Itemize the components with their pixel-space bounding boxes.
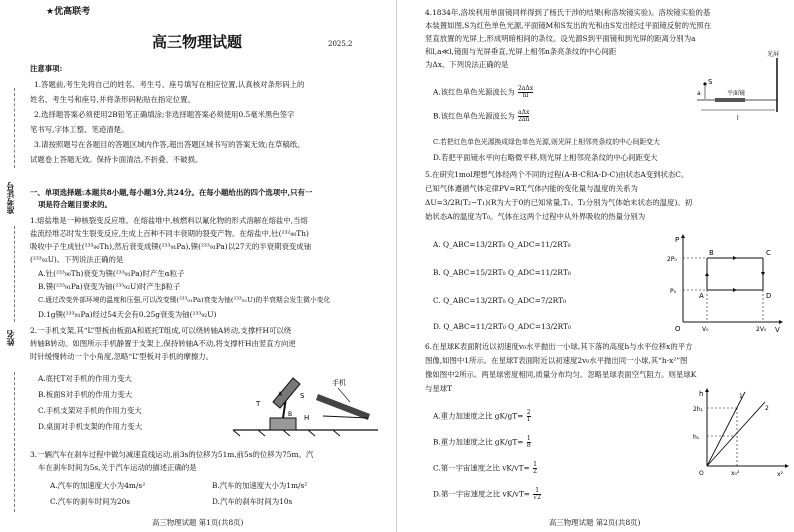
point-b-label: B bbox=[709, 249, 714, 257]
line-2-label: 2 bbox=[765, 405, 769, 412]
h-x2-graph bbox=[693, 388, 789, 478]
option-q-abc: Q_ABC=13/2RT₀ bbox=[443, 296, 506, 305]
question-4-option bbox=[433, 86, 534, 99]
question-6-line: 6.在星球K表面附近以初速度v₀水平抛出一小球,其下落的高度h与水平位移x的平方 bbox=[425, 342, 693, 351]
option-letter: D. bbox=[433, 322, 442, 331]
notice-line: 试题卷上答题无效。保持卡面清洁,不折叠、不破损。 bbox=[30, 155, 203, 164]
tick-2p0: 2P₀ bbox=[667, 256, 677, 263]
source-label: S bbox=[708, 78, 713, 86]
notice-line: 3.请按照题号在各题目的答题区域内作答,超出答题区域书写的答案无效;在草稿纸、 bbox=[34, 140, 305, 149]
question-4-line: 本装置如图,S为红色单色光源,平面镜M和S发出的光和由S发出经过平面镜反射的光照在 bbox=[425, 21, 712, 30]
option-text: A.重力加速度之比 bbox=[433, 411, 493, 421]
question-3-option: B.汽车的加速度大小为1m/s² bbox=[212, 481, 308, 490]
numerator: 1 bbox=[533, 461, 537, 468]
tick-2v0: 2V₀ bbox=[756, 326, 767, 333]
question-3-option: A.汽车的加速度大小为4m/s² bbox=[50, 481, 146, 490]
question-6-option: A.重力加速度之比 gK/gT= $\frac{2}{1}$ bbox=[433, 409, 531, 423]
fraction bbox=[533, 462, 537, 475]
question-5-line: 始状态A的温度为T₀。气体在这两个过程中从外界吸收的热量分别为 bbox=[425, 212, 646, 221]
question-3-option: C.汽车的刹车时间为20s bbox=[50, 497, 131, 506]
question-5-line: ΔU=3/2R(T₂−T₁)(R为大于0的已知常量,T₁、T₂分别为气体始末状态的温度)。初 bbox=[425, 198, 693, 207]
pv-diagram bbox=[667, 234, 787, 334]
distance-l-label: l bbox=[737, 115, 739, 122]
question-4-line: 4.1834年,洛埃利用单面镜同样得到了杨氏干涉的结果(称洛埃镜实验)。洛埃镜实验的基 bbox=[425, 8, 711, 17]
option-letter: A. bbox=[433, 240, 441, 249]
fraction bbox=[527, 410, 531, 423]
binding-line bbox=[14, 372, 15, 512]
binding-line bbox=[14, 226, 15, 322]
question-4-option: C.若把红色单色光源换成绿色单色光源,则光屏上相邻亮条纹的中心间距变大 bbox=[433, 138, 660, 146]
question-2-option: D.桌面对手机支架的作用力变大 bbox=[38, 422, 143, 431]
axis-x2-label: x² bbox=[777, 471, 783, 478]
phone-holder-figure bbox=[228, 372, 388, 438]
question-6-line: 图像,如图中1所示。在星球T表面附近以初速度2v₀水平抛出同一小球,其“h-x²”图 bbox=[425, 356, 688, 365]
figure-label-B: B bbox=[288, 411, 293, 418]
question-1-line: 吸收中子生成钍(²³³₉₀Th),然后衰变成镤(²³³₉₁Pa),镤(²³³₉₁Pa)以27天的半衰期衰变成铀 bbox=[30, 242, 312, 251]
lloyd-mirror-figure bbox=[687, 48, 787, 128]
origin-label: O bbox=[699, 470, 704, 477]
question-4-line: 和l,a≪l,镜面与光屏垂直,光屏上相邻n条亮条纹的中心间距 bbox=[425, 47, 617, 56]
question-2-line: 2.一手机支架,其“L”型板由板面A和底托T组成,可以绕转轴A转动,支撑杆H可以绕 bbox=[30, 326, 292, 335]
question-1-line: 1.熔盐堆是一种核裂变反应堆。在熔盐堆中,核燃料以氟化物的形式溶解在熔盐中,当熔 bbox=[30, 216, 308, 225]
question-4-option: D.若把平面镜水平向右略微平移,则光屏上相邻亮条纹的中心间距变大 bbox=[433, 153, 658, 162]
notice-title: 注意事项: bbox=[30, 64, 63, 73]
question-2-option: A.底托T对手机的作用力变大 bbox=[38, 374, 132, 383]
tick-p0: P₀ bbox=[670, 288, 677, 295]
question-5-option bbox=[433, 296, 566, 305]
option-letter: C. bbox=[433, 296, 441, 305]
question-2-option: C.手机支架对手机的作用力变大 bbox=[38, 406, 142, 415]
section-heading: 项是符合题目要求的。 bbox=[38, 200, 112, 209]
point-d-label: D bbox=[766, 292, 772, 300]
axis-v-label: V bbox=[775, 326, 780, 334]
tick-x0: x₀² bbox=[731, 470, 740, 477]
question-5-line: 已知气体遵循气体定律PV=RT,气体内能的变化量与温度的关系为 bbox=[425, 184, 638, 193]
tick-v0: V₀ bbox=[702, 326, 709, 333]
distance-a-label: a bbox=[697, 90, 701, 97]
axis-h-label: h bbox=[699, 390, 704, 398]
question-3-line: 车在刹车时间为5s,关于汽车运动的描述正确的是 bbox=[38, 463, 197, 472]
option-q-adc: Q_ADC=7/2RT₀ bbox=[507, 296, 566, 305]
fraction bbox=[518, 86, 533, 99]
fraction bbox=[527, 436, 531, 449]
ratio-label: gK/gT bbox=[494, 437, 518, 447]
numerator: aΔx bbox=[518, 109, 530, 116]
question-1-option: D.1g镤(²³³₉₁Pa)经过54天会有0.25g衰变为铀(²³³₉₂U) bbox=[38, 310, 217, 319]
option-text: C.第一宇宙速度之比 bbox=[433, 463, 500, 473]
option-q-adc: Q_ADC=13/2RT₀ bbox=[508, 322, 571, 331]
question-3-option: D.汽车的刹车时间为10s bbox=[212, 497, 293, 506]
notice-line: 2.选择题答案必须使用2B铅笔正确填涂;非选择题答案必须使用0.5毫米黑色签字 bbox=[34, 110, 295, 119]
ratio-label: gK/gT bbox=[494, 411, 518, 421]
question-1-option: B.镤(²³³₉₁Pa)衰变为铀(²³³₉₂U)时产生β粒子 bbox=[38, 282, 181, 291]
question-6-option: B.重力加速度之比 gK/gT= $\frac{1}{8}$ bbox=[433, 435, 531, 449]
option-q-adc: Q_ADC=11/2RT₀ bbox=[507, 268, 571, 277]
section-heading: 一、单项选择题:本题共8小题,每小题3分,共24分。在每小题给出的四个选项中,只有一 bbox=[30, 188, 313, 197]
notice-line: 1.答题前,考生先将自己的姓名、考生号、座号填写在相应位置,认真核对条形码上的 bbox=[34, 80, 305, 89]
numerator: 2 bbox=[526, 409, 531, 416]
option-letter: B. bbox=[433, 268, 441, 277]
question-3-line: 3.一辆汽车在刹车过程中做匀减速直线运动,前3s的位移为51m,前5s的位移为75m。汽 bbox=[30, 450, 314, 459]
question-5-line: 5.在研究1mol理想气体经两个不同的过程(A-B-C和A-D-C)由状态A变到状态C。 bbox=[425, 170, 689, 179]
question-6-option: C.第一宇宙速度之比 vK/vT= $\frac{1}{2}$ bbox=[433, 461, 537, 475]
figure-label-A: A bbox=[278, 391, 283, 398]
point-c-label: C bbox=[766, 249, 771, 257]
question-1-line: (²³³₉₂U)。下列说法正确的是 bbox=[30, 255, 124, 264]
exam-date: 2025.2 bbox=[328, 40, 353, 48]
option-text: B.重力加速度之比 bbox=[433, 437, 493, 447]
question-2-option: B.板面S对手机的作用力变大 bbox=[38, 390, 133, 399]
option-q-abc: Q_ABC=13/2RT₀ bbox=[443, 240, 506, 249]
option-text: D.第一宇宙速度之比 bbox=[433, 489, 501, 499]
denominator: nl bbox=[522, 92, 529, 99]
denominator: 2an bbox=[518, 116, 530, 123]
notice-line: 姓名、考生号和座号,并将条形码粘贴在指定位置。 bbox=[30, 95, 195, 104]
tick-2h1: 2h₁ bbox=[693, 406, 704, 413]
question-4-option bbox=[433, 110, 530, 123]
binding-line bbox=[14, 88, 15, 168]
origin-label: O bbox=[675, 325, 681, 333]
question-1-option: A.钍(²³³₉₀Th)衰变为镤(²³³₉₁Pa)时产生α粒子 bbox=[38, 269, 185, 278]
denominator: 1 bbox=[526, 416, 531, 423]
question-1-option: C.通过改变外部环境的温度和压强,可以改变镤(²³³₉₁Pa)衰变为铀(²³³₉₂U)的半衰期会发生微小变化 bbox=[38, 296, 331, 304]
numerator: 1 bbox=[526, 435, 531, 442]
denominator: √2 bbox=[533, 494, 541, 501]
question-5-option bbox=[433, 322, 571, 331]
ratio-label: vK/vT bbox=[502, 489, 524, 499]
side-name: 姓名 bbox=[6, 330, 15, 346]
exam-page-2 bbox=[397, 0, 794, 532]
question-6-line: 与星球T bbox=[425, 384, 453, 393]
denominator: 2 bbox=[533, 468, 537, 475]
question-6-line: 像如图中2所示。两星球密度相同,质量分布均匀。忽略星球表面空气阻力。则星球K bbox=[425, 370, 697, 379]
option-q-adc: Q_ADC=11/2RT₀ bbox=[507, 240, 571, 249]
question-5-option bbox=[433, 268, 571, 277]
question-5-option bbox=[433, 240, 571, 249]
ratio-label: vK/vT bbox=[502, 463, 524, 473]
fraction bbox=[518, 110, 529, 123]
option-text: B.该红色单色光源波长为 bbox=[433, 111, 515, 121]
figure-label-T: T bbox=[256, 400, 261, 408]
page-footer: 高三物理试题 第1页(共8页) bbox=[152, 518, 244, 527]
fraction bbox=[533, 488, 541, 501]
question-4-line: 竖直放置的光屏上,形成明暗相间的条纹。设光源S到平面镜和到光屏的距离分别为a bbox=[425, 34, 696, 43]
screen-label: 光屏 bbox=[767, 51, 780, 58]
question-2-line: 转轴B转动。如图所示手机静置于支架上,保持转轴A不动,将支撑杆H由竖直方向逆 bbox=[30, 339, 296, 348]
page-title: 高三物理试题 bbox=[152, 33, 243, 51]
question-1-line: 盐流经堆芯时发生裂变反应,生成上百种不同丰衰期的裂变产物。在熔盐中,钍(²³²₉₀Th) bbox=[30, 229, 309, 238]
mirror-label: 平面镜 bbox=[727, 90, 746, 97]
option-q-abc: Q_ABC=11/2RT₀ bbox=[443, 322, 506, 331]
question-2-line: 时针缓慢转动一个小角度,忽略“L”型板对手机的摩擦力。 bbox=[30, 352, 214, 361]
option-q-abc: Q_ABC=15/2RT₀ bbox=[443, 268, 506, 277]
line-1-label: 1 bbox=[739, 393, 743, 400]
numerator: 1 bbox=[535, 487, 540, 494]
axis-p-label: P bbox=[675, 236, 680, 244]
option-text: A.该红色单色光源波长为 bbox=[433, 87, 515, 97]
tick-h1: h₁ bbox=[693, 434, 700, 441]
figure-label-S: S bbox=[300, 392, 305, 400]
side-ticket-number: 准考证号 bbox=[6, 182, 15, 214]
figure-label-phone: 手机 bbox=[332, 379, 346, 387]
numerator: 2aΔx bbox=[517, 85, 534, 92]
badge: ★优高联考 bbox=[46, 7, 91, 17]
notice-line: 笔书写,字体工整、笔迹清楚。 bbox=[30, 125, 129, 134]
point-a-label: A bbox=[699, 292, 704, 300]
question-6-option: D.第一宇宙速度之比 vK/vT= $\frac{1}{√2}$ bbox=[433, 487, 541, 501]
question-4-line: 为Δx。下列说法正确的是 bbox=[425, 60, 509, 69]
page-footer: 高三物理试题 第2页(共8页) bbox=[549, 518, 641, 527]
figure-label-H: H bbox=[304, 414, 310, 422]
denominator: 8 bbox=[526, 442, 531, 449]
